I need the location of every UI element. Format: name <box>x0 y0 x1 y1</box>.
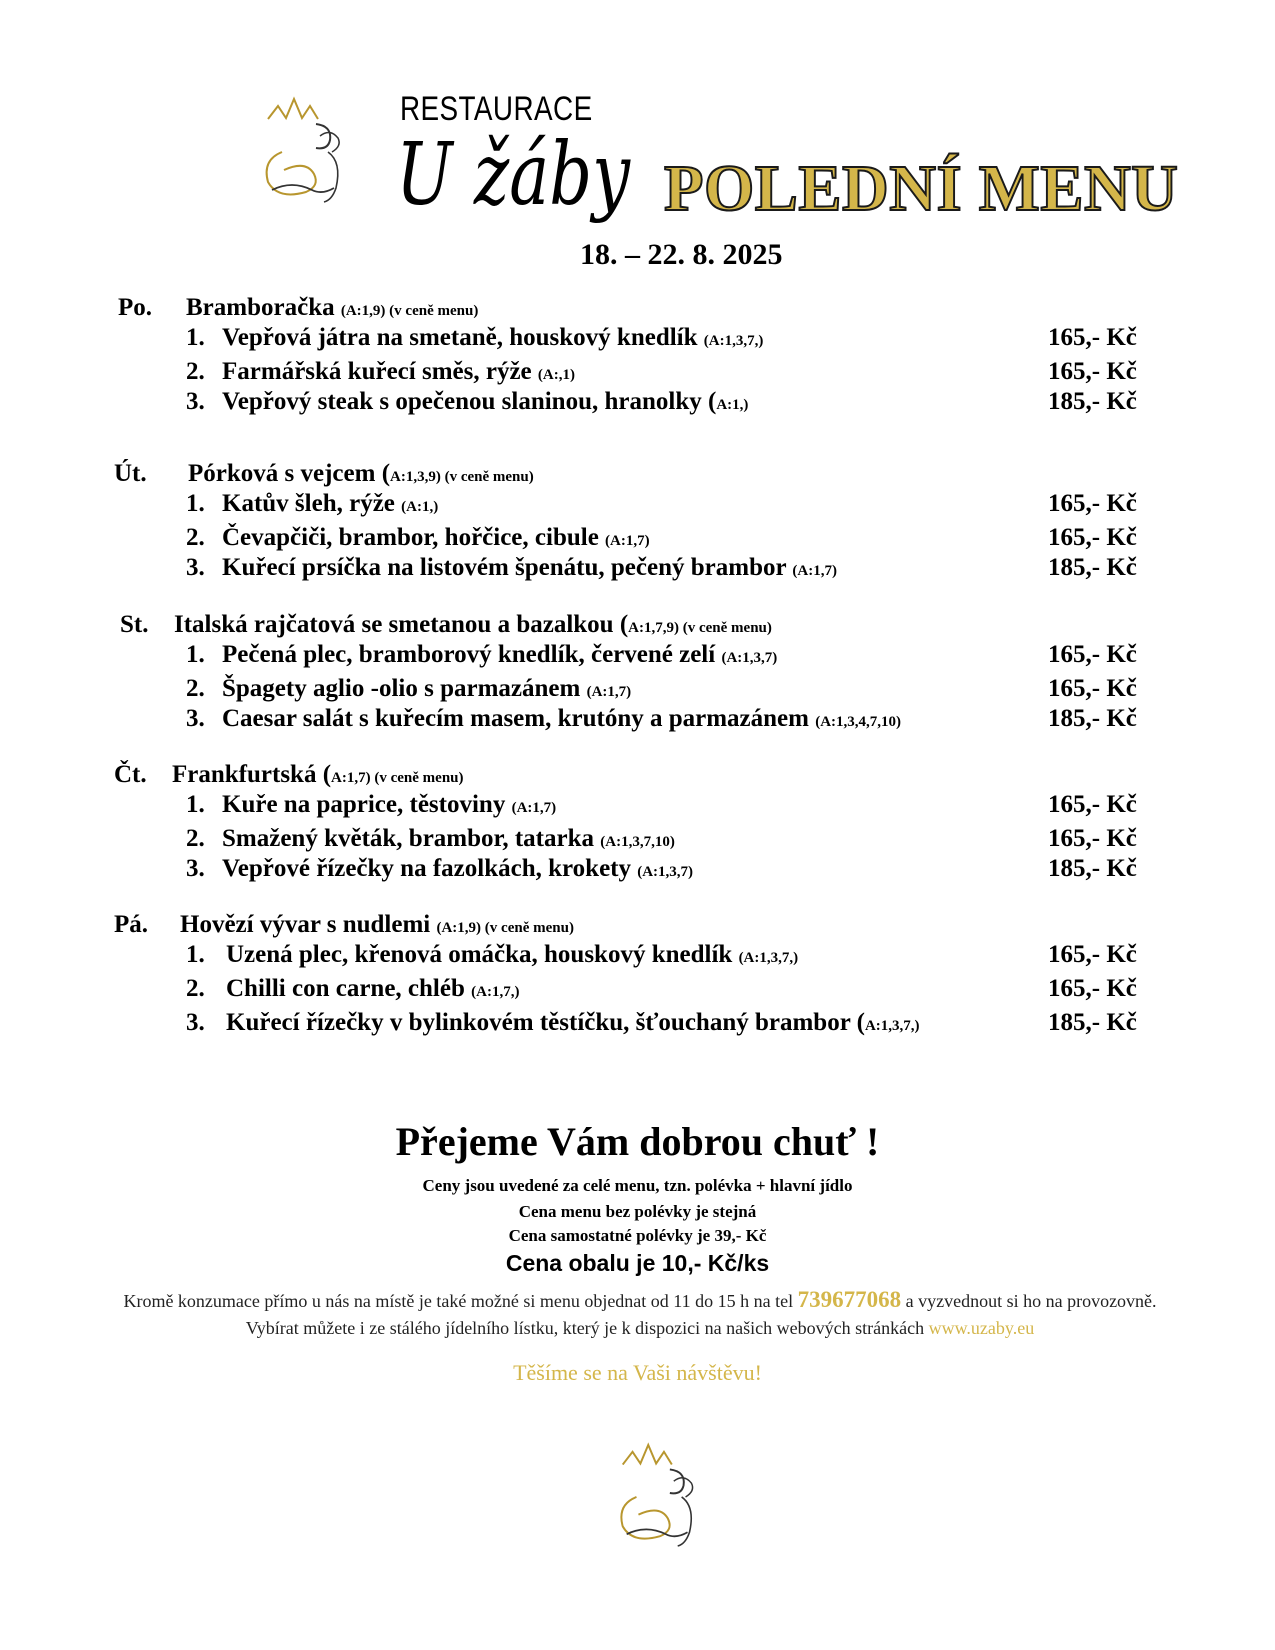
day-label: Pá. <box>114 911 149 938</box>
day-label: Út. <box>114 460 147 487</box>
dish-name: Caesar salát s kuřecím masem, krutóny a parmazánem <box>222 705 809 732</box>
dish-allergens: (A:1,7) <box>605 533 650 549</box>
bon-appetit-heading: Přejeme Vám dobrou chuť ! <box>395 1119 880 1164</box>
dish-price: 165,- Kč <box>1048 524 1137 551</box>
dish-line <box>186 358 575 386</box>
dish-price: 165,- Kč <box>1048 641 1137 668</box>
dish-line <box>186 641 777 669</box>
dish-name: Farmářská kuřecí směs, rýže <box>222 358 532 385</box>
frog-crown-logo-icon <box>258 94 358 204</box>
brand-restaurace: RESTAURACE <box>400 90 593 128</box>
order-info-text: Kromě konzumace přímo u nás na místě je také možné si menu objednat od 11 do 15 h na tel <box>123 1291 794 1311</box>
day-label: Po. <box>118 294 153 321</box>
dish-allergens: (A:1,7) <box>586 684 632 700</box>
dish-name: Špagety aglio -olio s parmazánem <box>222 675 581 702</box>
order-info <box>110 1286 1170 1342</box>
dish-line <box>186 388 748 416</box>
dish-allergens: (A:1,3,7,) <box>738 950 799 966</box>
dish-number: 3. <box>186 1009 205 1036</box>
dish-name: Uzená plec, křenová omáčka, houskový knedlík <box>226 941 733 968</box>
date-range: 18. – 22. 8. 2025 <box>580 238 783 271</box>
dish-number: 2. <box>186 825 205 852</box>
dish-name: Čevapčiči, brambor, hořčice, cibule <box>222 524 599 551</box>
dish-line <box>186 675 631 703</box>
dish-number: 3. <box>186 554 205 581</box>
soup-allergens: A:1,7,9) (v ceně menu) <box>628 620 772 636</box>
dish-price: 165,- Kč <box>1048 975 1137 1002</box>
dish-name: Vepřové řízečky na fazolkách, krokety <box>222 855 631 882</box>
dish-name: Vepřová játra na smetaně, houskový knedlík <box>222 324 698 351</box>
dish-line <box>186 855 693 883</box>
dish-price: 165,- Kč <box>1048 825 1137 852</box>
dish-name: Vepřový steak s opečenou slaninou, hranolky ( <box>222 388 717 415</box>
dish-price: 165,- Kč <box>1048 358 1137 385</box>
dish-number: 1. <box>186 791 205 818</box>
dish-number: 1. <box>186 324 205 351</box>
dish-line <box>186 1009 920 1037</box>
dish-number: 3. <box>186 388 205 415</box>
dish-line <box>186 554 837 582</box>
soup-line <box>174 611 772 639</box>
soup-allergens: A:1,3,9) (v ceně menu) <box>390 469 534 485</box>
brand-name: U žáby <box>396 125 631 225</box>
dish-line <box>186 825 675 853</box>
dish-number: 1. <box>186 641 205 668</box>
dish-name: Pečená plec, bramborový knedlík, červené zelí <box>222 641 716 668</box>
soup-allergens: A:1,7) (v ceně menu) <box>331 770 464 786</box>
soup-line <box>172 761 464 789</box>
soup-name: Frankfurtská ( <box>172 761 332 788</box>
looking-forward-text: Těšíme se na Vaši návštěvu! <box>513 1360 762 1385</box>
dish-line <box>186 941 798 969</box>
dish-price: 165,- Kč <box>1048 324 1137 351</box>
soup-line <box>186 294 478 322</box>
dish-name: Kuřecí prsíčka na listovém špenátu, pečený brambor <box>222 554 787 581</box>
dish-number: 3. <box>186 705 205 732</box>
frog-crown-logo-icon <box>612 1440 712 1548</box>
dish-allergens: (A:1,) <box>401 499 439 515</box>
website-link[interactable]: www.uzaby.eu <box>928 1318 1035 1338</box>
dish-allergens: (A:1,3,7,10) <box>600 834 675 850</box>
dish-line <box>186 975 519 1003</box>
menu-title: POLEDNÍ MENU <box>664 152 1179 225</box>
dish-line <box>186 490 438 518</box>
dish-number: 2. <box>186 524 205 551</box>
dish-name: Katův šleh, rýže <box>222 490 395 517</box>
package-price: Cena obalu je 10,- Kč/ks <box>505 1250 770 1276</box>
dish-number: 3. <box>186 855 205 882</box>
soup-name: Italská rajčatová se smetanou a bazalkou ( <box>174 611 629 638</box>
dish-price: 185,- Kč <box>1048 1009 1137 1036</box>
dish-name: Kuřecí řízečky v bylinkovém těstíčku, šťouchaný brambor ( <box>226 1009 865 1036</box>
dish-number: 1. <box>186 490 205 517</box>
dish-price: 185,- Kč <box>1048 705 1137 732</box>
dish-number: 2. <box>186 358 205 385</box>
dish-allergens: (A:1,7) <box>511 800 557 816</box>
price-note: Ceny jsou uvedené za celé menu, tzn. polévka + hlavní jídlo <box>422 1176 853 1195</box>
dish-allergens: A:1,) <box>716 397 749 413</box>
soup-name: Hovězí vývar s nudlemi <box>180 911 431 938</box>
day-label: Čt. <box>114 761 147 788</box>
price-note: Cena samostatné polévky je 39,- Kč <box>508 1226 767 1245</box>
dish-name: Smažený květák, brambor, tatarka <box>222 825 594 852</box>
dish-price: 185,- Kč <box>1048 554 1137 581</box>
soup-name: Bramboračka <box>186 294 335 321</box>
dish-price: 165,- Kč <box>1048 791 1137 818</box>
dish-allergens: A:1,3,7,) <box>864 1018 920 1034</box>
dish-allergens: (A:1,3,7) <box>637 864 694 880</box>
soup-line <box>180 911 574 939</box>
dish-price: 165,- Kč <box>1048 941 1137 968</box>
dish-name: Kuře na paprice, těstoviny <box>222 791 506 818</box>
dish-allergens: (A:1,7,) <box>471 984 520 1000</box>
dish-number: 1. <box>186 941 205 968</box>
dish-number: 2. <box>186 975 205 1002</box>
dish-allergens: (A:1,3,7,) <box>703 333 764 349</box>
dish-allergens: (A:1,7) <box>792 563 837 579</box>
dish-price: 185,- Kč <box>1048 855 1137 882</box>
dish-price: 165,- Kč <box>1048 490 1137 517</box>
dish-allergens: (A:1,3,4,7,10) <box>815 714 902 730</box>
soup-line <box>188 460 534 488</box>
dish-number: 2. <box>186 675 205 702</box>
soup-allergens: (A:1,9) (v ceně menu) <box>436 920 574 936</box>
dish-allergens: (A:1,3,7) <box>721 650 778 666</box>
dish-line <box>186 791 556 819</box>
dish-allergens: (A:,1) <box>537 367 575 383</box>
phone-number[interactable]: 739677068 <box>797 1287 902 1312</box>
dish-name: Chilli con carne, chléb <box>226 975 465 1002</box>
order-info-text-2: a vyzvednout si ho na provozovně. Vybírat můžete i ze stálého jídelního lístku, který je k dispozici na našich webových stránkách <box>245 1291 1157 1338</box>
soup-name: Pórková s vejcem ( <box>188 460 391 487</box>
dish-price: 165,- Kč <box>1048 675 1137 702</box>
day-label: St. <box>120 611 149 638</box>
dish-price: 185,- Kč <box>1048 388 1137 415</box>
soup-allergens: (A:1,9) (v ceně menu) <box>340 303 479 319</box>
price-note: Cena menu bez polévky je stejná <box>518 1202 757 1221</box>
dish-line <box>186 324 763 352</box>
dish-line <box>186 705 901 733</box>
dish-line <box>186 524 650 552</box>
